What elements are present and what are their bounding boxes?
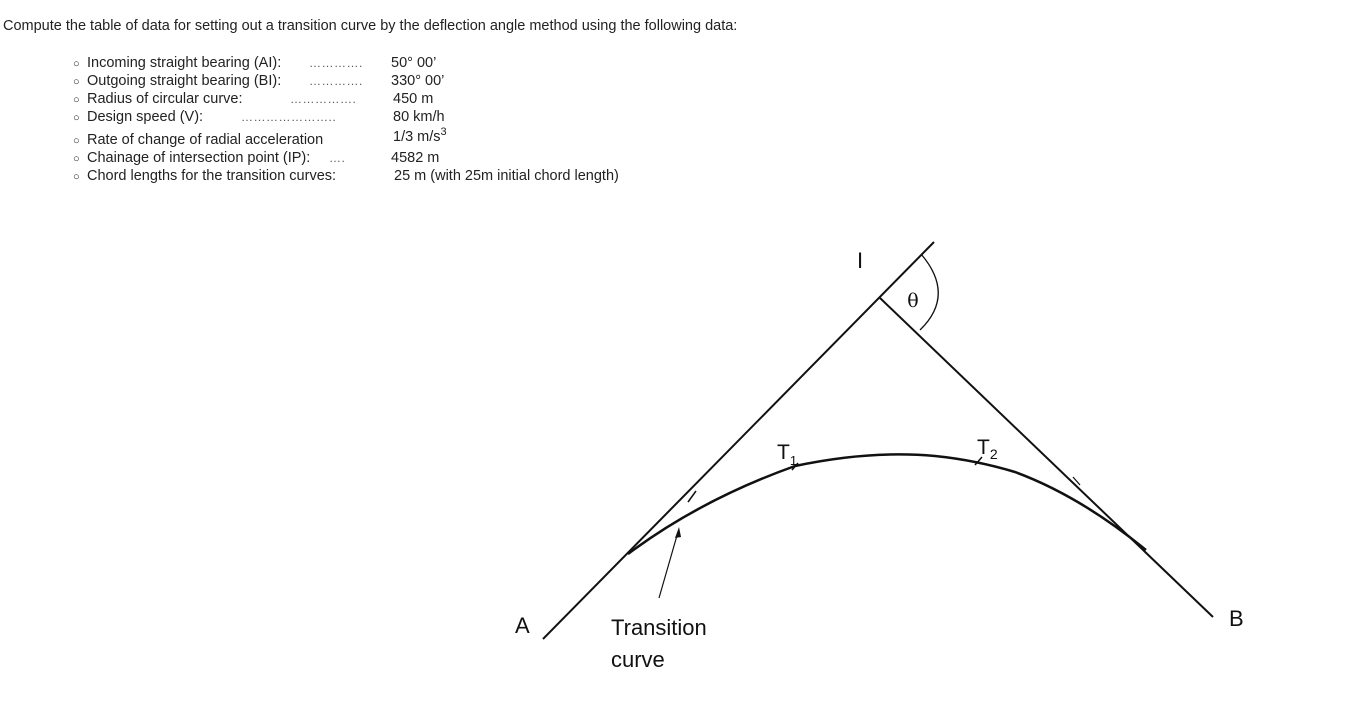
item-value: 4582 m (391, 150, 440, 166)
item-dots: …………. (309, 74, 363, 88)
arrow-head-icon (675, 527, 681, 538)
item-value: 50° 00’ (391, 55, 437, 71)
label-curve: curve (611, 647, 665, 672)
label-transition: Transition (611, 615, 707, 640)
problem-intro: Compute the table of data for setting out a transition curve by the deflection angle method using the following data: (3, 18, 738, 34)
item-label: Design speed (V): (87, 109, 204, 125)
item-value: 330° 00’ (391, 73, 445, 89)
item-dots: …………. (309, 56, 363, 70)
label-A: A (515, 613, 530, 638)
item-label: Rate of change of radial acceleration (87, 132, 324, 148)
item-value: 450 m (393, 91, 434, 107)
label-B: B (1229, 606, 1244, 631)
item-dots: ……………. (290, 92, 357, 106)
curve-path (628, 454, 1146, 554)
label-T1 (777, 441, 797, 468)
value-superscript: 3 (440, 126, 447, 139)
theta-angle-arc (920, 254, 938, 330)
bullet-icon: ○ (73, 112, 80, 124)
transition-pointer-arrow (659, 532, 678, 598)
bullet-icon: ○ (73, 58, 80, 70)
item-dots: …. (329, 151, 346, 165)
label-T1-main: T (777, 441, 790, 464)
bullet-icon: ○ (73, 76, 80, 88)
label-T1-subscript: 1 (789, 453, 798, 468)
value-text: 1/3 m/s (393, 129, 441, 145)
item-label: Chainage of intersection point (IP): (87, 150, 311, 166)
outgoing-straight-line (880, 298, 1213, 617)
bullet-icon: ○ (73, 171, 80, 183)
item-label: Incoming straight bearing (AI): (87, 55, 282, 71)
label-I: I (856, 248, 864, 273)
label-T2 (977, 436, 998, 462)
label-T2-subscript: 2 (989, 446, 998, 462)
label-T2-main: T (977, 436, 990, 459)
item-label: Chord lengths for the transition curves: (87, 168, 337, 184)
item-value: 80 km/h (393, 109, 445, 125)
incoming-straight-line (543, 242, 934, 639)
item-label: Radius of circular curve: (87, 91, 243, 107)
item-label: Outgoing straight bearing (BI): (87, 73, 282, 89)
bullet-icon: ○ (73, 135, 80, 147)
tangent-point-tick (688, 491, 696, 502)
bullet-icon: ○ (73, 153, 80, 165)
item-value: 25 m (with 25m initial chord length) (394, 168, 619, 184)
label-theta: θ (907, 290, 919, 312)
bullet-icon: ○ (73, 94, 80, 106)
item-dots: ………………….. (241, 110, 337, 124)
